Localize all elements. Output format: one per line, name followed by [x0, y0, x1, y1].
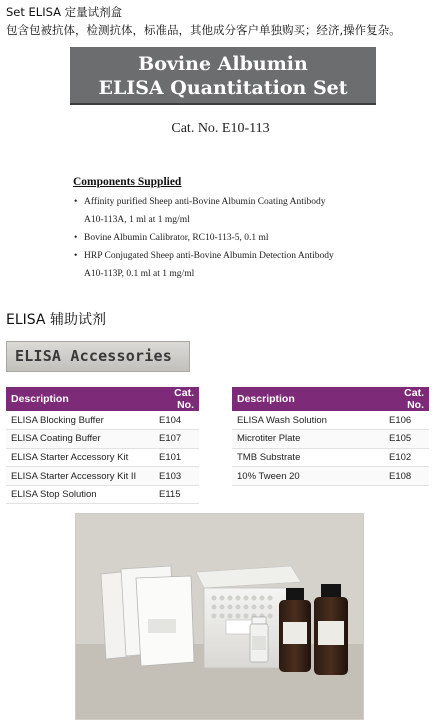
accessories-table-right [232, 387, 429, 486]
catalog-number: Cat. No. E10-113 [171, 121, 270, 136]
vial-icon [250, 617, 268, 662]
table-row: ELISA Coating Buffer E107 [6, 430, 199, 449]
header-line-1: Set ELISA 定量试剂盒 [6, 5, 123, 19]
product-title-line-1: Bovine Albumin [138, 53, 308, 75]
table-row: 10% Tween 20 E108 [232, 467, 429, 486]
accessories-table-left [6, 387, 199, 504]
bullet-icon: • [74, 251, 78, 261]
components-title: Components Supplied [73, 176, 182, 188]
table-row: ELISA Starter Accessory Kit II E103 [6, 467, 199, 486]
foil-pouch-icon [101, 566, 194, 666]
bullet-icon: • [74, 233, 78, 243]
column-header-cat-no: Cat. No. [151, 387, 199, 411]
column-header-cat-no: Cat. No. [381, 387, 429, 411]
table-row: ELISA Stop Solution E115 [6, 485, 199, 504]
table-row: ELISA Starter Accessory Kit E101 [6, 448, 199, 467]
column-header-description: Description [6, 387, 151, 411]
product-title-banner [70, 47, 376, 105]
accessories-banner: ELISA Accessories [6, 341, 190, 372]
table-row: TMB Substrate E102 [232, 448, 429, 467]
column-header-description: Description [232, 387, 381, 411]
kit-illustration [76, 514, 364, 720]
product-kit-photo [75, 513, 364, 720]
bullet-icon: • [74, 197, 78, 207]
table-row: Microtiter Plate E105 [232, 430, 429, 449]
table-row: ELISA Blocking Buffer E104 [6, 411, 199, 430]
header-line-2: 包含包被抗体，检测抗体，标准品，其他成分客户单独购买；经济,操作复杂。 [6, 23, 401, 37]
component-item: • HRP Conjugated Sheep anti-Bovine Albumin Detection Antibody A10-113P, 0.1 ml at 1 mg/ml [72, 247, 372, 283]
component-item: • Affinity purified Sheep anti-Bovine Albumin Coating Antibody A10-113A, 1 ml at 1 mg/ml [72, 193, 372, 229]
product-title-line-2: ELISA Quantitation Set [98, 77, 348, 99]
component-item: • Bovine Albumin Calibrator, RC10-113-5, 0.1 ml [72, 229, 372, 247]
table-row: ELISA Wash Solution E106 [232, 411, 429, 430]
accessories-heading: ELISA 辅助试剂 [6, 312, 106, 328]
components-list [72, 193, 372, 283]
